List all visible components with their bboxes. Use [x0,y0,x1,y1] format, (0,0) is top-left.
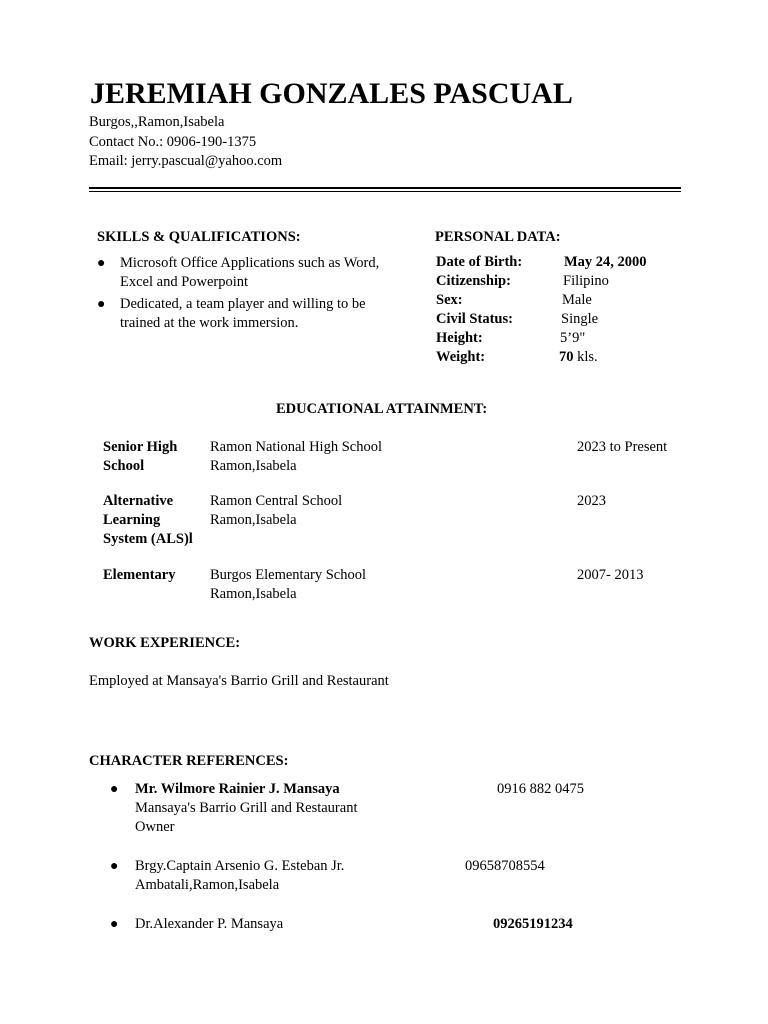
bullet-icon: ● [110,782,119,797]
phone-line: Contact No.: 0906-190-1375 [89,133,257,150]
reference-details [135,780,475,837]
bullet-icon: ● [97,297,106,312]
reference-details [135,857,475,895]
height-value: 5’9" [560,330,586,346]
reference-name: Dr.Alexander P. Mansaya [135,916,284,932]
education-school: Ramon Central School Ramon,Isabela [210,493,343,528]
height-label: Height: [436,330,483,346]
applicant-name: JEREMIAH GONZALES PASCUAL [90,77,573,110]
reference-phone: 09658708554 [465,858,545,874]
personal-row-civil-status [436,310,696,329]
bullet-icon: ● [110,859,119,874]
education-level: Elementary [103,567,176,583]
personal-row-height [436,329,696,348]
civil-status-value: Single [561,311,599,327]
reference-company: Mansaya's Barrio Grill and Restaurant [135,800,358,816]
work-heading: WORK EXPERIENCE: [89,635,241,651]
sex-label: Sex: [436,292,463,308]
personal-row-sex [436,291,696,310]
personal-row-citizenship [436,272,696,291]
education-school: Ramon National High School Ramon,Isabela [210,439,382,474]
reference-address: Ambatali,Ramon,Isabela [135,877,280,893]
education-year: 2007- 2013 [577,567,644,583]
email-line: Email: jerry.pascual@yahoo.com [89,153,283,169]
citizenship-value: Filipino [563,273,609,289]
education-school: Burgos Elementary School Ramon,Isabela [210,567,366,602]
reference-details [135,915,475,934]
civil-status-label: Civil Status: [436,311,513,327]
personal-row-dob [436,253,696,272]
reference-position: Owner [135,819,175,835]
reference-name: Mr. Wilmore Rainier J. Mansaya [135,781,340,797]
reference-phone: 0916 882 0475 [497,781,584,797]
reference-name: Brgy.Captain Arsenio G. Esteban Jr. [135,858,345,874]
skill-item: ● Microsoft Office Applications such as Word, Excel and Powerpoint [97,255,380,290]
education-heading: EDUCATIONAL ATTAINMENT: [276,401,488,417]
references-heading: CHARACTER REFERENCES: [89,753,289,769]
weight-value: 70 kls. [559,349,598,365]
address-line: Burgos,,Ramon,Isabela [89,114,225,130]
education-year: 2023 to Present [577,439,668,455]
dob-value: May 24, 2000 [564,254,647,270]
skills-list [96,254,406,336]
reference-phone: 09265191234 [493,916,573,932]
education-level: Senior High School [103,439,178,474]
sex-value: Male [562,292,592,308]
citizenship-label: Citizenship: [436,273,511,289]
header-divider-thin [89,191,681,192]
skill-item: ● Dedicated, a team player and willing to be trained at the work immersion. [97,296,366,331]
header-divider [89,187,681,189]
work-text: Employed at Mansaya's Barrio Grill and Restaurant [89,673,389,689]
contact-block [89,113,282,172]
bullet-icon: ● [97,256,106,271]
weight-label: Weight: [436,349,486,365]
dob-label: Date of Birth: [436,254,523,270]
bullet-icon: ● [110,917,119,932]
skills-heading: SKILLS & QUALIFICATIONS: [97,229,301,245]
personal-row-weight [436,348,696,367]
personal-data-heading: PERSONAL DATA: [435,229,561,245]
education-level: Alternative Learning System (ALS)l [103,493,193,547]
education-year: 2023 [577,493,606,509]
